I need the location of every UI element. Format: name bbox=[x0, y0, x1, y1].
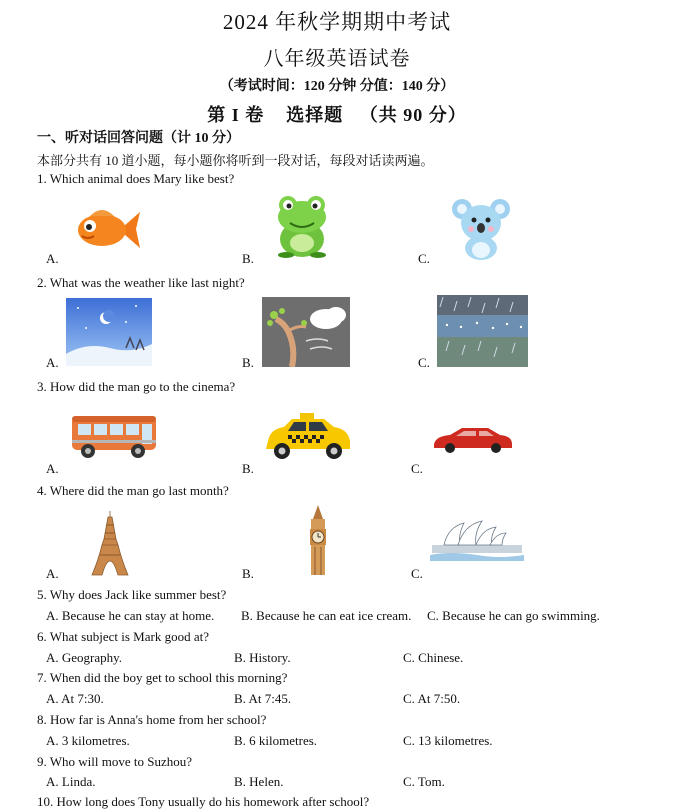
q1-option-b[interactable]: B. bbox=[242, 251, 254, 266]
q3-option-a[interactable]: A. bbox=[46, 461, 59, 476]
q9-option-a[interactable]: A. Linda. bbox=[46, 774, 96, 789]
q8-option-b[interactable]: B. 6 kilometres. bbox=[234, 733, 318, 748]
exam-meta: （考试时间：120 分钟 分值：140 分） bbox=[219, 79, 455, 94]
q6-option-a[interactable]: A. Geography. bbox=[46, 650, 123, 665]
question-4: 4. Where did the man go last month? bbox=[37, 483, 229, 498]
exam-title: 2024 年秋学期期中考试 bbox=[222, 10, 452, 34]
q6-option-b[interactable]: B. History. bbox=[234, 650, 291, 665]
sydney-opera-house-icon bbox=[430, 517, 524, 561]
section-heading: 一、听对话回答问题（计 10 分） bbox=[37, 131, 240, 146]
q7-option-b[interactable]: B. At 7:45. bbox=[234, 691, 292, 706]
section-instructions: 本部分共有 10 道小题，每小题你将听到一段对话，每段对话读两遍。 bbox=[37, 153, 434, 168]
rain-icon bbox=[437, 295, 528, 367]
question-6: 6. What subject is Mark good at? bbox=[37, 629, 209, 644]
q8-option-c[interactable]: C. 13 kilometres. bbox=[403, 733, 493, 748]
moonlit-night-icon bbox=[66, 298, 152, 366]
bus-icon bbox=[70, 412, 158, 460]
question-10: 10. How long does Tony usually do his homework after school? bbox=[37, 794, 370, 809]
frog-icon bbox=[272, 193, 332, 259]
q3-option-b[interactable]: B. bbox=[242, 461, 254, 476]
q2-option-a[interactable]: A. bbox=[46, 355, 59, 370]
q4-option-c[interactable]: C. bbox=[411, 566, 423, 581]
q5-option-a[interactable]: A. Because he can stay at home. bbox=[46, 608, 215, 623]
koala-icon bbox=[452, 195, 510, 261]
q6-option-c[interactable]: C. Chinese. bbox=[403, 650, 464, 665]
q4-option-a[interactable]: A. bbox=[46, 566, 59, 581]
q5-option-c[interactable]: C. Because he can go swimming. bbox=[427, 608, 600, 623]
windy-tree-icon bbox=[262, 297, 350, 367]
q3-option-c[interactable]: C. bbox=[411, 461, 423, 476]
eiffel-tower-icon bbox=[90, 511, 130, 577]
part-title: 第 I 卷 选择题 （共 90 分） bbox=[207, 105, 467, 125]
car-icon bbox=[430, 424, 514, 454]
question-3: 3. How did the man go to the cinema? bbox=[37, 379, 236, 394]
taxi-icon bbox=[262, 411, 352, 463]
q8-option-a[interactable]: A. 3 kilometres. bbox=[46, 733, 130, 748]
q1-option-a[interactable]: A. bbox=[46, 251, 59, 266]
question-1: 1. Which animal does Mary like best? bbox=[37, 171, 235, 186]
q7-option-c[interactable]: C. At 7:50. bbox=[403, 691, 461, 706]
question-9: 9. Who will move to Suzhou? bbox=[37, 754, 193, 769]
question-8: 8. How far is Anna's home from her school? bbox=[37, 712, 267, 727]
question-5: 5. Why does Jack like summer best? bbox=[37, 587, 227, 602]
q5-option-b[interactable]: B. Because he can eat ice cream. bbox=[241, 608, 412, 623]
goldfish-icon bbox=[72, 204, 142, 254]
big-ben-icon bbox=[305, 505, 331, 577]
q2-option-b[interactable]: B. bbox=[242, 355, 254, 370]
q4-option-b[interactable]: B. bbox=[242, 566, 254, 581]
q9-option-c[interactable]: C. Tom. bbox=[403, 774, 445, 789]
exam-subtitle: 八年级英语试卷 bbox=[263, 48, 411, 70]
q2-option-c[interactable]: C. bbox=[418, 355, 430, 370]
question-7: 7. When did the boy get to school this morning? bbox=[37, 670, 288, 685]
q9-option-b[interactable]: B. Helen. bbox=[234, 774, 284, 789]
q7-option-a[interactable]: A. At 7:30. bbox=[46, 691, 104, 706]
question-2: 2. What was the weather like last night? bbox=[37, 275, 245, 290]
q1-option-c[interactable]: C. bbox=[418, 251, 430, 266]
